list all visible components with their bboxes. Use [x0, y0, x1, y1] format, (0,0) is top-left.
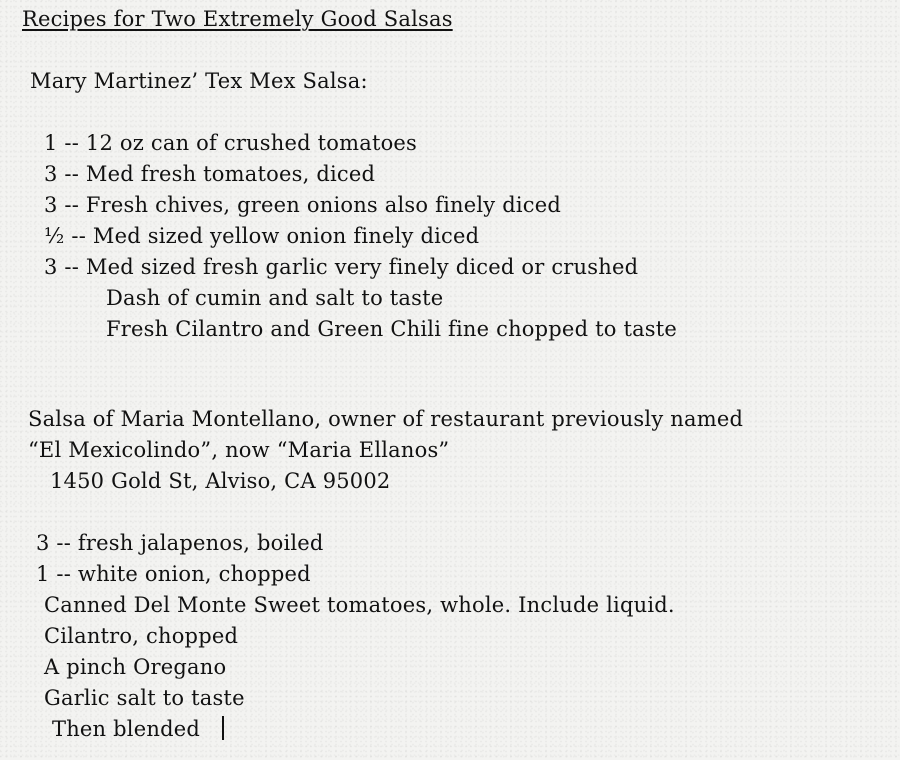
recipe1-line: 3 -- Med fresh tomatoes, diced	[44, 162, 376, 186]
recipe2-line: Canned Del Monte Sweet tomatoes, whole. Include liquid.	[44, 593, 675, 617]
recipe2-line: 3 -- fresh jalapenos, boiled	[36, 531, 324, 555]
document-title: Recipes for Two Extremely Good Salsas	[22, 7, 453, 31]
recipe2-heading-continued: “El Mexicolindo”, now “Maria Ellanos”	[28, 438, 450, 462]
recipe2-line: Cilantro, chopped	[44, 624, 239, 648]
recipe1-line: ½ -- Med sized yellow onion finely diced	[44, 224, 480, 248]
recipe1-line: Fresh Cilantro and Green Chili fine chopped to taste	[106, 317, 678, 341]
recipe2-line: 1 -- white onion, chopped	[36, 562, 311, 586]
recipe2-address: 1450 Gold St, Alviso, CA 95002	[50, 469, 391, 493]
recipe2-heading: Salsa of Maria Montellano, owner of restaurant previously named	[28, 407, 744, 431]
recipe1-line: 3 -- Med sized fresh garlic very finely diced or crushed	[44, 255, 639, 279]
recipe1-line: 1 -- 12 oz can of crushed tomatoes	[44, 131, 418, 155]
recipe1-line: 3 -- Fresh chives, green onions also finely diced	[44, 193, 561, 217]
recipe2-line: A pinch Oregano	[44, 655, 227, 679]
recipe2-line: Garlic salt to taste	[44, 686, 245, 710]
recipe2-line: Then blended	[52, 717, 200, 741]
recipe1-heading: Mary Martinez’ Tex Mex Salsa:	[30, 69, 368, 93]
text-cursor	[222, 716, 224, 740]
recipe1-line: Dash of cumin and salt to taste	[106, 286, 444, 310]
